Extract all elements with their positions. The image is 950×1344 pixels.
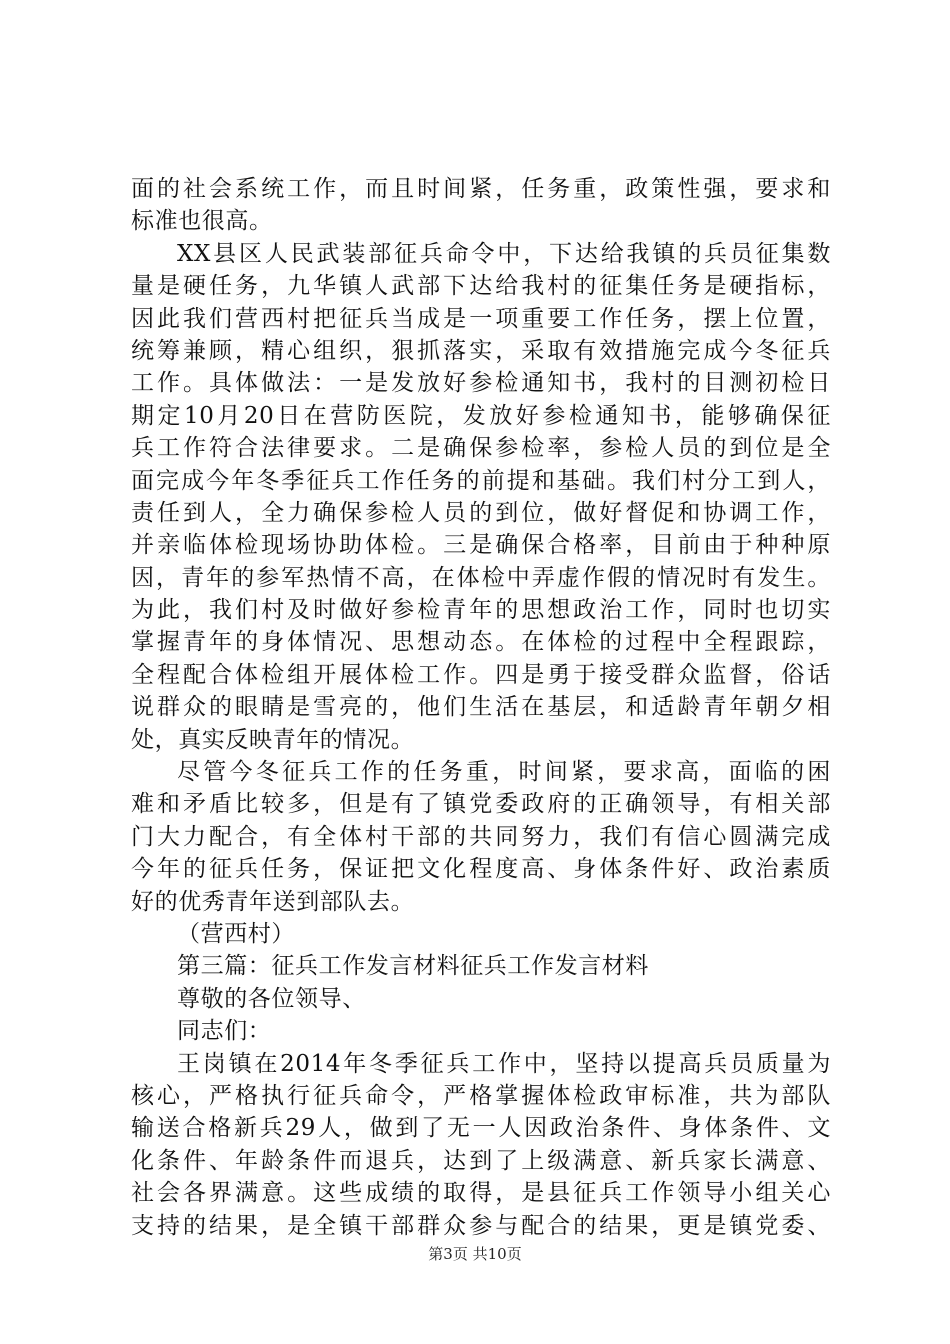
text-line: 兵工作符合法律要求。二是确保参检率，参检人员的到位是全 [131, 435, 831, 462]
text-line: 面的社会系统工作，而且时间紧，任务重，政策性强，要求和 [131, 176, 831, 202]
page-number-footer: 第3页 共10页 [428, 1245, 522, 1263]
text-line: 统筹兼顾，精心组织，狠抓落实，采取有效措施完成今冬征兵 [131, 337, 831, 364]
text-line: 门大力配合，有全体村干部的共同努力，我们有信心圆满完成 [131, 823, 831, 850]
text-line: 输送合格新兵29人，做到了无一人因政治条件、身体条件、文 [131, 1115, 831, 1142]
text-line: 责任到人，全力确保参检人员的到位，做好督促和协调工作， [131, 499, 831, 526]
text-line: 说群众的眼睛是雪亮的，他们生活在基层，和适龄青年朝夕相 [131, 694, 831, 721]
text-line: 面完成今年冬季征兵工作任务的前提和基础。我们村分工到人， [131, 467, 831, 494]
text-line: 王岗镇在2014年冬季征兵工作中，坚持以提高兵员质量为 [177, 1050, 831, 1077]
text-line: 难和矛盾比较多，但是有了镇党委政府的正确领导，有相关部 [131, 791, 831, 818]
document-body [131, 173, 831, 1242]
signature-line: （营西村） [177, 920, 295, 947]
text-line: 为此，我们村及时做好参检青年的思想政治工作，同时也切实 [131, 597, 831, 624]
text-line: 今年的征兵任务，保证把文化程度高、身体条件好、政治素质 [131, 856, 831, 883]
salutation-line: 尊敬的各位领导、 [177, 985, 366, 1012]
text-line: 社会各界满意。这些成绩的取得，是县征兵工作领导小组关心 [131, 1180, 831, 1207]
text-line: 核心，严格执行征兵命令，严格掌握体检政审标准，共为部队 [131, 1082, 831, 1109]
text-line: 量是硬任务，九华镇人武部下达给我村的征集任务是硬指标， [131, 273, 831, 300]
text-line: 标准也很高。 [131, 208, 273, 235]
text-line: 尽管今冬征兵工作的任务重，时间紧，要求高，面临的困 [177, 759, 831, 786]
text-line: 因，青年的参军热情不高，在体检中弄虚作假的情况时有发生。 [131, 564, 831, 591]
text-line: 处，真实反映青年的情况。 [131, 726, 415, 753]
section-heading: 第三篇：征兵工作发言材料征兵工作发言材料 [177, 953, 649, 980]
salutation-line: 同志们： [177, 1018, 272, 1045]
text-line: 支持的结果，是全镇干部群众参与配合的结果，更是镇党委、 [131, 1212, 831, 1239]
text-line: XX县区人民武装部征兵命令中，下达给我镇的兵员征集数 [177, 240, 831, 267]
text-line: 全程配合体检组开展体检工作。四是勇于接受群众监督，俗话 [131, 661, 831, 688]
text-line: 并亲临体检现场协助体检。三是确保合格率，目前由于种种原 [131, 532, 831, 559]
text-line: 掌握青年的身体情况、思想动态。在体检的过程中全程跟踪， [131, 629, 831, 656]
text-line: 工作。具体做法：一是发放好参检通知书，我村的目测初检日 [131, 370, 831, 397]
text-line: 化条件、年龄条件而退兵，达到了上级满意、新兵家长满意、 [131, 1147, 831, 1174]
text-line: 因此我们营西村把征兵当成是一项重要工作任务，摆上位置， [131, 305, 831, 332]
text-line: 期定10月20日在营防医院，发放好参检通知书，能够确保征 [131, 402, 831, 429]
text-line: 好的优秀青年送到部队去。 [131, 888, 415, 915]
